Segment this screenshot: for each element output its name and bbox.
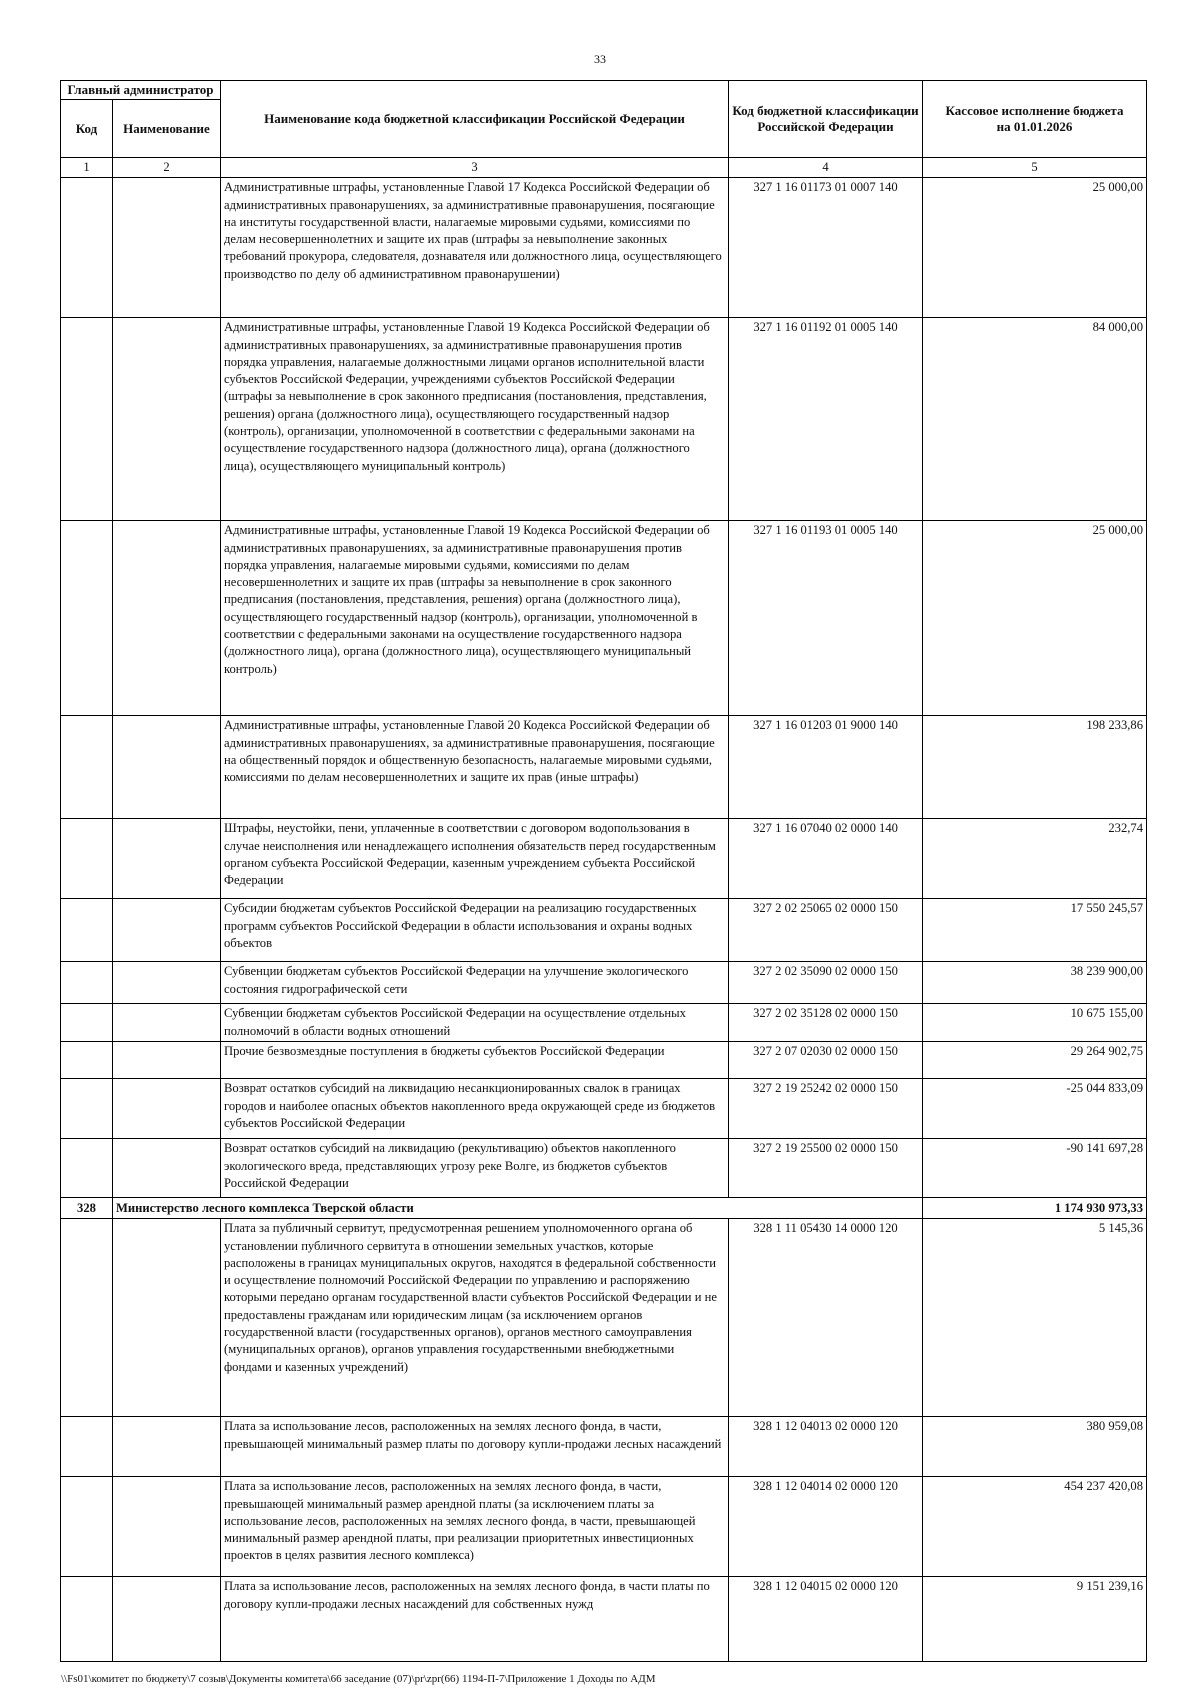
header-bk-name: Наименование кода бюджетной классификации Российской Федерации <box>221 81 729 158</box>
row-code: 327 2 19 25500 02 0000 150 <box>729 1139 923 1198</box>
row-code: 327 2 02 25065 02 0000 150 <box>729 899 923 962</box>
header-execution <box>923 81 1147 158</box>
table-row <box>61 178 1147 318</box>
table-row <box>61 1577 1147 1662</box>
table-row <box>61 899 1147 962</box>
row-code: 327 2 02 35128 02 0000 150 <box>729 1004 923 1042</box>
header-bk-code: Код бюджетной классификации Российской Федерации <box>729 81 923 158</box>
row-name: Штрафы, неустойки, пени, уплаченные в соответствии с договором водопользования в случае неисполнения или ненадлежащего исполнения обязательств перед государственным органом субъекта Российской Федерации, казенным учреждением субъекта Российской Федерации <box>221 819 729 899</box>
row-amount: 454 237 420,08 <box>923 1477 1147 1577</box>
footer-file-path: \\Fs01\комитет по бюджету\7 созыв\Документы комитета\66 заседание (07)\pr\zpr(66) 1194-П-7\Приложение 1 Доходы по АДМ <box>61 1673 656 1685</box>
row-name: Административные штрафы, установленные Главой 17 Кодекса Российской Федерации об административных правонарушениях, за административные правонарушения, посягающие на институты государственной власти, налагаемые мировыми судьями, комиссиями по делам несовершеннолетних и защите их прав (штрафы за невыполнение законных требований прокурора, следователя, дознавателя или должностного лица, осуществляющего производство по делу об административном правонарушении) <box>221 178 729 318</box>
row-code: 327 2 19 25242 02 0000 150 <box>729 1079 923 1139</box>
column-number: 1 <box>61 158 113 178</box>
row-code: 327 2 07 02030 02 0000 150 <box>729 1042 923 1079</box>
admin-row <box>61 1198 1147 1219</box>
row-amount: 232,74 <box>923 819 1147 899</box>
admin-name: Министерство лесного комплекса Тверской области <box>113 1198 923 1219</box>
header-name: Наименование <box>113 100 221 158</box>
table-row <box>61 1042 1147 1079</box>
row-name: Плата за использование лесов, расположенных на землях лесного фонда, в части, превышающей минимальный размер арендной платы (за исключением платы за использование лесов, расположенных на землях лесного фонда, в части, превышающей минимальный размер арендной платы, при реализации приоритетных инвестиционных проектов в целях развития лесного комплекса) <box>221 1477 729 1577</box>
row-amount: 29 264 902,75 <box>923 1042 1147 1079</box>
row-name: Возврат остатков субсидий на ликвидацию несанкционированных свалок в границах городов и наиболее опасных объектов накопленного вреда окружающей среде из бюджетов субъектов Российской Федерации <box>221 1079 729 1139</box>
table-row <box>61 819 1147 899</box>
column-number: 4 <box>729 158 923 178</box>
table-row <box>61 962 1147 1004</box>
row-name: Прочие безвозмездные поступления в бюджеты субъектов Российской Федерации <box>221 1042 729 1079</box>
row-code: 328 1 12 04014 02 0000 120 <box>729 1477 923 1577</box>
table-row <box>61 716 1147 819</box>
header-admin-group: Главный администратор <box>61 81 221 100</box>
row-name: Субвенции бюджетам субъектов Российской Федерации на осуществление отдельных полномочий в области водных отношений <box>221 1004 729 1042</box>
table-header <box>61 81 1147 178</box>
row-code: 327 2 02 35090 02 0000 150 <box>729 962 923 1004</box>
admin-kod: 328 <box>61 1198 113 1219</box>
row-name: Плата за использование лесов, расположенных на землях лесного фонда, в части платы по договору купли-продажи лесных насаждений для собственных нужд <box>221 1577 729 1662</box>
table-row <box>61 521 1147 716</box>
table-row <box>61 1079 1147 1139</box>
row-amount: -90 141 697,28 <box>923 1139 1147 1198</box>
row-name: Возврат остатков субсидий на ликвидацию (рекультивацию) объектов накопленного экологического вреда, представляющих угрозу реке Волге, из бюджетов субъектов Российской Федерации <box>221 1139 729 1198</box>
table-row <box>61 1417 1147 1477</box>
row-name: Субсидии бюджетам субъектов Российской Федерации на реализацию государственных программ субъектов Российской Федерации в области использования и охраны водных объектов <box>221 899 729 962</box>
row-amount: 25 000,00 <box>923 521 1147 716</box>
header-kod: Код <box>61 100 113 158</box>
row-code: 328 1 12 04015 02 0000 120 <box>729 1577 923 1662</box>
row-amount: 84 000,00 <box>923 318 1147 521</box>
table-row <box>61 318 1147 521</box>
row-amount: 17 550 245,57 <box>923 899 1147 962</box>
row-code: 327 1 16 01173 01 0007 140 <box>729 178 923 318</box>
admin-amount: 1 174 930 973,33 <box>923 1198 1147 1219</box>
header-execution-date: на 01.01.2026 <box>996 119 1073 134</box>
budget-table <box>60 80 1147 1662</box>
row-name: Административные штрафы, установленные Главой 19 Кодекса Российской Федерации об административных правонарушениях, за административные правонарушения против порядка управления, налагаемые мировыми судьями, комиссиями по делам несовершеннолетних и защите их прав (штрафы за невыполнение в срок законного предписания (постановления, представления, решения) органа (должностного лица), осуществляющего государственный надзор (контроль), организации, уполномоченной в соответствии с федеральными законами на осуществление государственного надзора (должностного лица), органа (должностного лица), осуществляющего муниципальный контроль) <box>221 521 729 716</box>
row-name: Плата за публичный сервитут, предусмотренная решением уполномоченного органа об установлении публичного сервитута в отношении земельных участков, которые расположены в границах муниципальных округов, находятся в федеральной собственности и осуществление полномочий Российской Федерации по управлению и распоряжению которыми передано органам государственной власти субъектов Российской Федерации и не предоставлены гражданам или юридическим лицам (за исключением органов государственной власти (государственных органов), органов местного самоуправления (муниципальных органов), органов управления государственными внебюджетными фондами и казенных учреждений) <box>221 1219 729 1417</box>
row-name: Плата за использование лесов, расположенных на землях лесного фонда, в части, превышающей минимальный размер платы по договору купли-продажи лесных насаждений <box>221 1417 729 1477</box>
row-name: Субвенции бюджетам субъектов Российской Федерации на улучшение экологического состояния гидрографической сети <box>221 962 729 1004</box>
column-numbers-row <box>61 158 1147 178</box>
row-amount: 9 151 239,16 <box>923 1577 1147 1662</box>
row-amount: 38 239 900,00 <box>923 962 1147 1004</box>
row-amount: 198 233,86 <box>923 716 1147 819</box>
row-amount: 5 145,36 <box>923 1219 1147 1417</box>
page-number: 33 <box>594 52 606 66</box>
table-row <box>61 1139 1147 1198</box>
header-execution-label: Кассовое исполнение бюджета <box>945 103 1124 118</box>
column-number: 2 <box>113 158 221 178</box>
row-amount: 10 675 155,00 <box>923 1004 1147 1042</box>
row-code: 328 1 12 04013 02 0000 120 <box>729 1417 923 1477</box>
row-amount: 25 000,00 <box>923 178 1147 318</box>
row-name: Административные штрафы, установленные Главой 19 Кодекса Российской Федерации об административных правонарушениях, за административные правонарушения против порядка управления, налагаемые должностными лицами органов исполнительной власти субъектов Российской Федерации, учреждениями субъектов Российской Федерации (штрафы за невыполнение в срок законного предписания (постановления, представления, решения) органа (должностного лица), осуществляющего государственный надзор (контроль), организации, уполномоченной в соответствии с федеральными законами на осуществление государственного надзора (должностного лица), органа (должностного лица), осуществляющего муниципальный контроль) <box>221 318 729 521</box>
row-amount: 380 959,08 <box>923 1417 1147 1477</box>
table-row <box>61 1477 1147 1577</box>
row-code: 328 1 11 05430 14 0000 120 <box>729 1219 923 1417</box>
row-amount: -25 044 833,09 <box>923 1079 1147 1139</box>
row-code: 327 1 16 07040 02 0000 140 <box>729 819 923 899</box>
table-row <box>61 1219 1147 1417</box>
row-code: 327 1 16 01193 01 0005 140 <box>729 521 923 716</box>
row-code: 327 1 16 01203 01 9000 140 <box>729 716 923 819</box>
column-number: 3 <box>221 158 729 178</box>
row-code: 327 1 16 01192 01 0005 140 <box>729 318 923 521</box>
table-row <box>61 1004 1147 1042</box>
column-number: 5 <box>923 158 1147 178</box>
row-name: Административные штрафы, установленные Главой 20 Кодекса Российской Федерации об административных правонарушениях, за административные правонарушения, посягающие на общественный порядок и общественную безопасность, налагаемые мировыми судьями, комиссиями по делам несовершеннолетних и защите их прав (иные штрафы) <box>221 716 729 819</box>
